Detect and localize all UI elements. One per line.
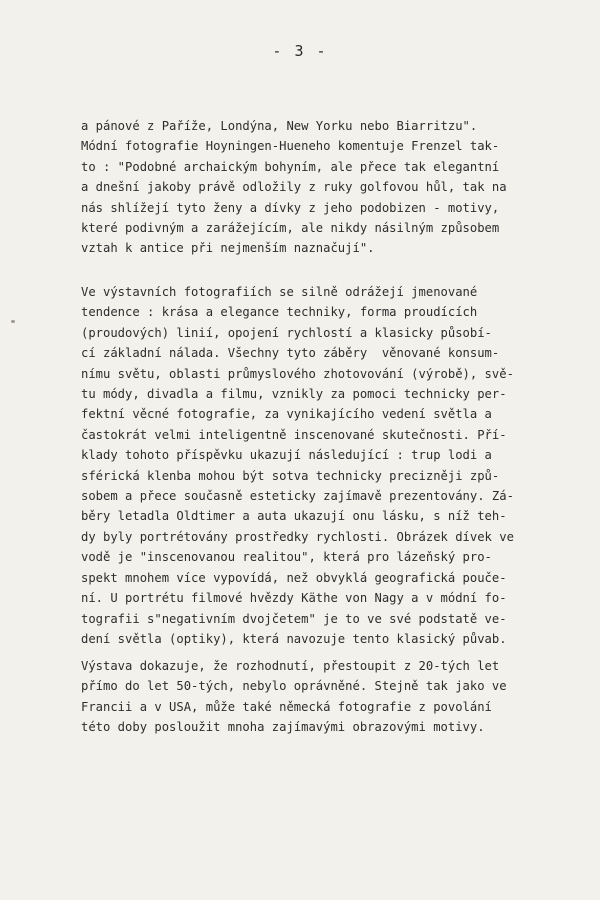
page-number: - 3 -: [272, 42, 328, 60]
text-line: Módní fotografie Hoyningen-Hueneho komentuje Frenzel tak-: [81, 139, 500, 154]
text-line: Francii a v USA, může také německá fotografie z povolání: [81, 699, 492, 714]
text-line: přímo do let 50-tých, nebylo oprávněné. Stejně tak jako ve: [81, 679, 507, 694]
text-line: nás shlížejí tyto ženy a dívky z jeho podobizen - motivy,: [81, 200, 500, 215]
text-line: sférická klenba mohou být sotva technicky precizněji způ-: [81, 468, 500, 483]
paragraph-exhibition-photos: [81, 282, 581, 649]
text-line: a pánové z Paříže, Londýna, New Yorku nebo Biarritzu".: [81, 119, 478, 133]
paragraph-conclusion: [81, 656, 581, 738]
text-line: (proudových) linií, opojení rychlostí a klasicky působí-: [81, 325, 492, 340]
text-line: běry letadla Oldtimer a auta ukazují onu lásku, s níž teh-: [81, 509, 507, 524]
text-line: které podivným a zarážejícím, ale nikdy násilným způsobem: [81, 221, 500, 236]
text-line: nímu světu, oblasti průmyslového zhotovování (výrobě), svě-: [81, 366, 514, 381]
text-line: cí základní nálada. Všechny tyto záběry věnované konsum-: [81, 346, 500, 361]
text-line: to : "Podobné archaickým bohyním, ale přece tak elegantní: [81, 159, 500, 174]
text-line: Výstava dokazuje, že rozhodnutí, přestoupit z 20-tých let: [81, 659, 500, 673]
text-line: dy byly portrétovány prostředky rychlosti. Obrázek dívek ve: [81, 529, 514, 544]
text-line: spekt mnohem více vypovídá, než obvyklá geografická poučе-: [81, 570, 507, 585]
text-line: tu módy, divadla a filmu, vznikly za pomoci technicky per-: [81, 387, 507, 402]
paragraph-frenzel-quote: [81, 116, 581, 259]
text-line: tografii s"negativním dvojčetem" je to ve své podstatě ve-: [81, 611, 507, 626]
text-line: častokrát velmi inteligentně inscenované skutečnosti. Pří-: [81, 427, 507, 442]
text-line: a dnešní jakoby právě odložily z ruky golfovou hůl, tak na: [81, 180, 507, 195]
paper-speck: [11, 320, 15, 323]
text-line: dení světla (optiky), která navozuje tento klasický půvab.: [81, 631, 507, 646]
text-line: klady tohoto příspěvku ukazují následující : trup lodi a: [81, 448, 492, 463]
text-line: Ve výstavních fotografiích se silně odrážejí jmenované: [81, 285, 478, 299]
text-line: sobem a přece současně esteticky zajímavě prezentovány. Zá-: [81, 489, 514, 504]
text-line: vodě je "inscenovanou realitou", která pro lázeňský pro-: [81, 550, 492, 565]
text-line: fektní věcné fotografie, za vynikajícího vedení světla a: [81, 407, 492, 422]
text-line: vztah k antice při nejmenším naznačují".: [81, 241, 375, 256]
text-line: této doby posloužit mnoha zajímavými obrazovými motivy.: [81, 720, 485, 735]
text-line: ní. U portrétu filmové hvězdy Käthe von Nagy a v módní fo-: [81, 591, 507, 606]
text-line: tendence : krása a elegance techniky, forma proudících: [81, 305, 478, 320]
